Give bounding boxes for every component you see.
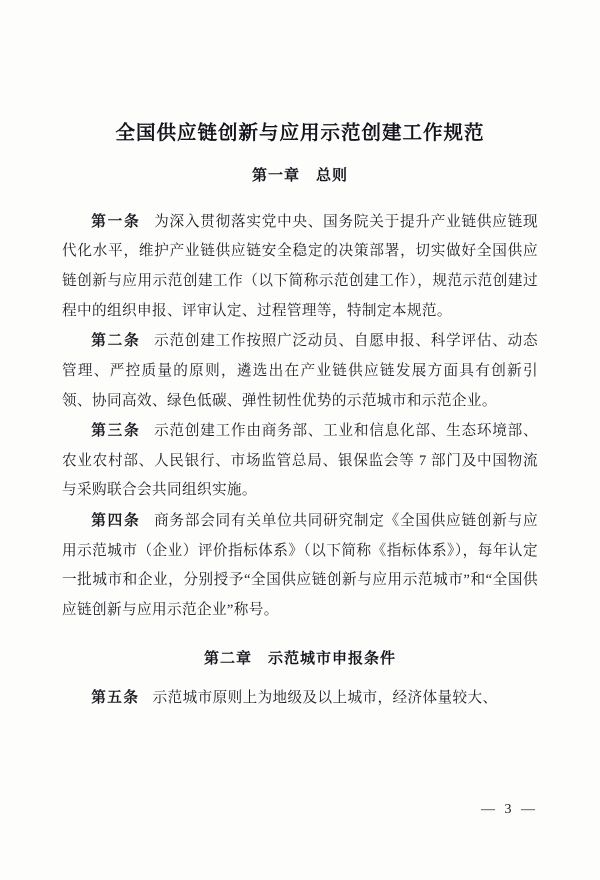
article-label: 第五条 — [91, 690, 140, 707]
article-label: 第二条 — [91, 333, 141, 350]
article-label: 第一条 — [91, 213, 141, 230]
article-text: 为深入贯彻落实党中央、国务院关于提升产业链供应链现代化水平，维护产业链供应链安全稳定的决策部署，切实做好全国供应链创新与应用示范创建工作（以下简称示范创建工作），规范示范创建过程中的组织申报、评审认定、过程管理等，特制定本规范。 — [62, 213, 538, 319]
article-text: 商务部会同有关单位共同研究制定《全国供应链创新与应用示范城市（企业）评价指标体系》（以下简称《指标体系》），每年认定一批城市和企业，分别授予“全国供应链创新与应用示范城市”和“全国供应链创新与应用示范企业”称号。 — [62, 513, 538, 618]
chapter-heading-one: 第一章 总则 — [251, 168, 348, 185]
article-paragraph — [62, 507, 538, 626]
article-label: 第四条 — [91, 513, 141, 530]
article-paragraph — [62, 327, 538, 416]
article-paragraph — [62, 417, 538, 506]
article-paragraph — [62, 684, 538, 714]
page-title: 全国供应链创新与应用示范创建工作规范 — [115, 123, 485, 144]
article-paragraph — [62, 208, 538, 327]
article-text: 示范创建工作由商务部、工业和信息化部、生态环境部、农业农村部、人民银行、市场监管总局、银保监会等 7 部门及中国物流与采购联合会共同组织实施。 — [62, 423, 538, 499]
article-label: 第三条 — [91, 423, 141, 440]
chapter-heading-two: 第二章 示范城市申报条件 — [203, 650, 396, 667]
page-number: — 3 — — [481, 802, 538, 817]
article-text: 示范创建工作按照广泛动员、自愿申报、科学评估、动态管理、严控质量的原则，遴选出在产业链供应链发展方面具有创新引领、协同高效、绿色低碳、弹性韧性优势的示范城市和示范企业。 — [62, 333, 538, 409]
article-text: 示范城市原则上为地级及以上城市，经济体量较大、 — [152, 690, 498, 707]
